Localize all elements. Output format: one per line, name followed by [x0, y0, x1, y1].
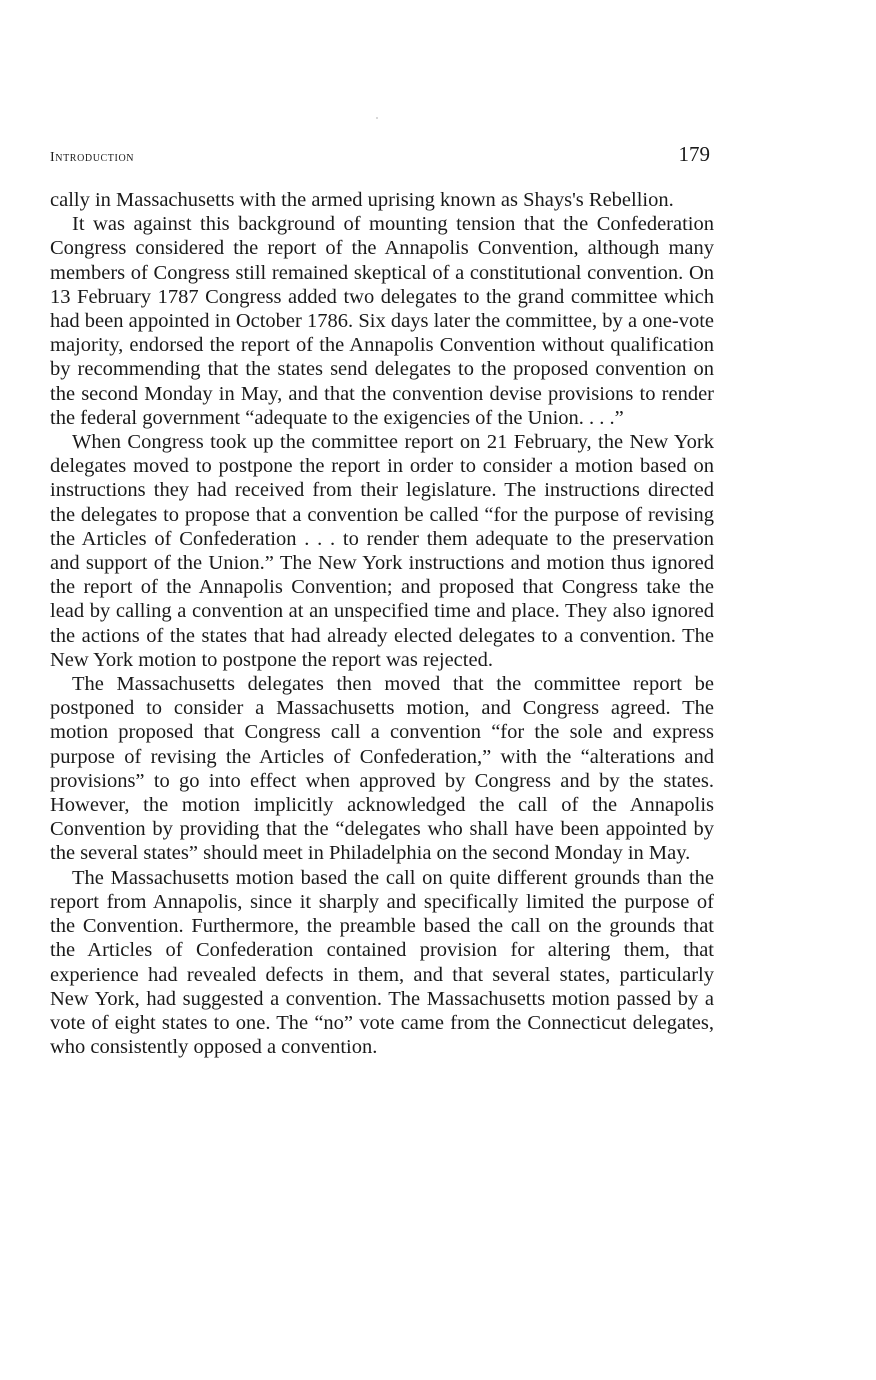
running-head [50, 142, 710, 172]
paragraph-massachusetts-vote: The Massachusetts motion based the call on quite different grounds than the report from Annapolis, since it sharply and specifically limited the purpose of the Convention. Furthermore, the preamble based the call on the grounds that the Articles of Confederation contained provision for altering them, that experience had revealed defects in them, and that several states, particularly New York, had suggested a convention. The Massachusetts motion passed by a vote of eight states to one. The “no” vote came from the Connecticut delegates, who consistently opposed a convention. [50, 866, 714, 1059]
paragraph-annapolis-report: It was against this background of mounting tension that the Confederation Congress considered the report of the Annapolis Convention, although many members of Congress still remained skeptical of a constitutional convention. On 13 February 1787 Congress added two delegates to the grand committee which had been appointed in October 1786. Six days later the committee, by a one-vote majority, endorsed the report of the Annapolis Convention without qualification by recommending that the states send delegates to the proposed convention on the second Monday in May, and that the convention devise provisions to render the federal government “adequate to the exigencies of the Union. . . .” [50, 213, 714, 429]
paper-speck [376, 117, 378, 119]
page-number: 179 [678, 142, 710, 166]
paragraph-massachusetts-motion: The Massachusetts delegates then moved that the committee report be postponed to consider a Massachusetts motion, and Congress agreed. The motion proposed that Congress call a convention “for the sole and express purpose of revising the Articles of Confederation,” with the “alterations and provisions” to go into effect when approved by Congress and by the states. However, the motion implicitly acknowledged the call of the Annapolis Convention by providing that the “delegates who shall have been appointed by the several states” should meet in Philadelphia on the second Monday in May. [50, 673, 714, 865]
section-title: Introduction [50, 150, 135, 165]
body-text [50, 188, 714, 1059]
paragraph-new-york-motion: When Congress took up the committee report on 21 February, the New York delegates moved to postpone the report in order to consider a motion based on instructions they had received from their legislature. The instructions directed the delegates to propose that a convention be called “for the purpose of revising the Articles of Confederation . . . to render them adequate to the preservation and support of the Union.” The New York instructions and motion thus ignored the report of the Annapolis Convention; and proposed that Congress take the lead by calling a convention at an unspecified time and place. They also ignored the actions of the states that had already elected delegates to a convention. The New York motion to postpone the report was rejected. [50, 431, 714, 671]
paragraph-continuation: cally in Massachusetts with the armed uprising known as Shays's Rebellion. [50, 189, 674, 211]
